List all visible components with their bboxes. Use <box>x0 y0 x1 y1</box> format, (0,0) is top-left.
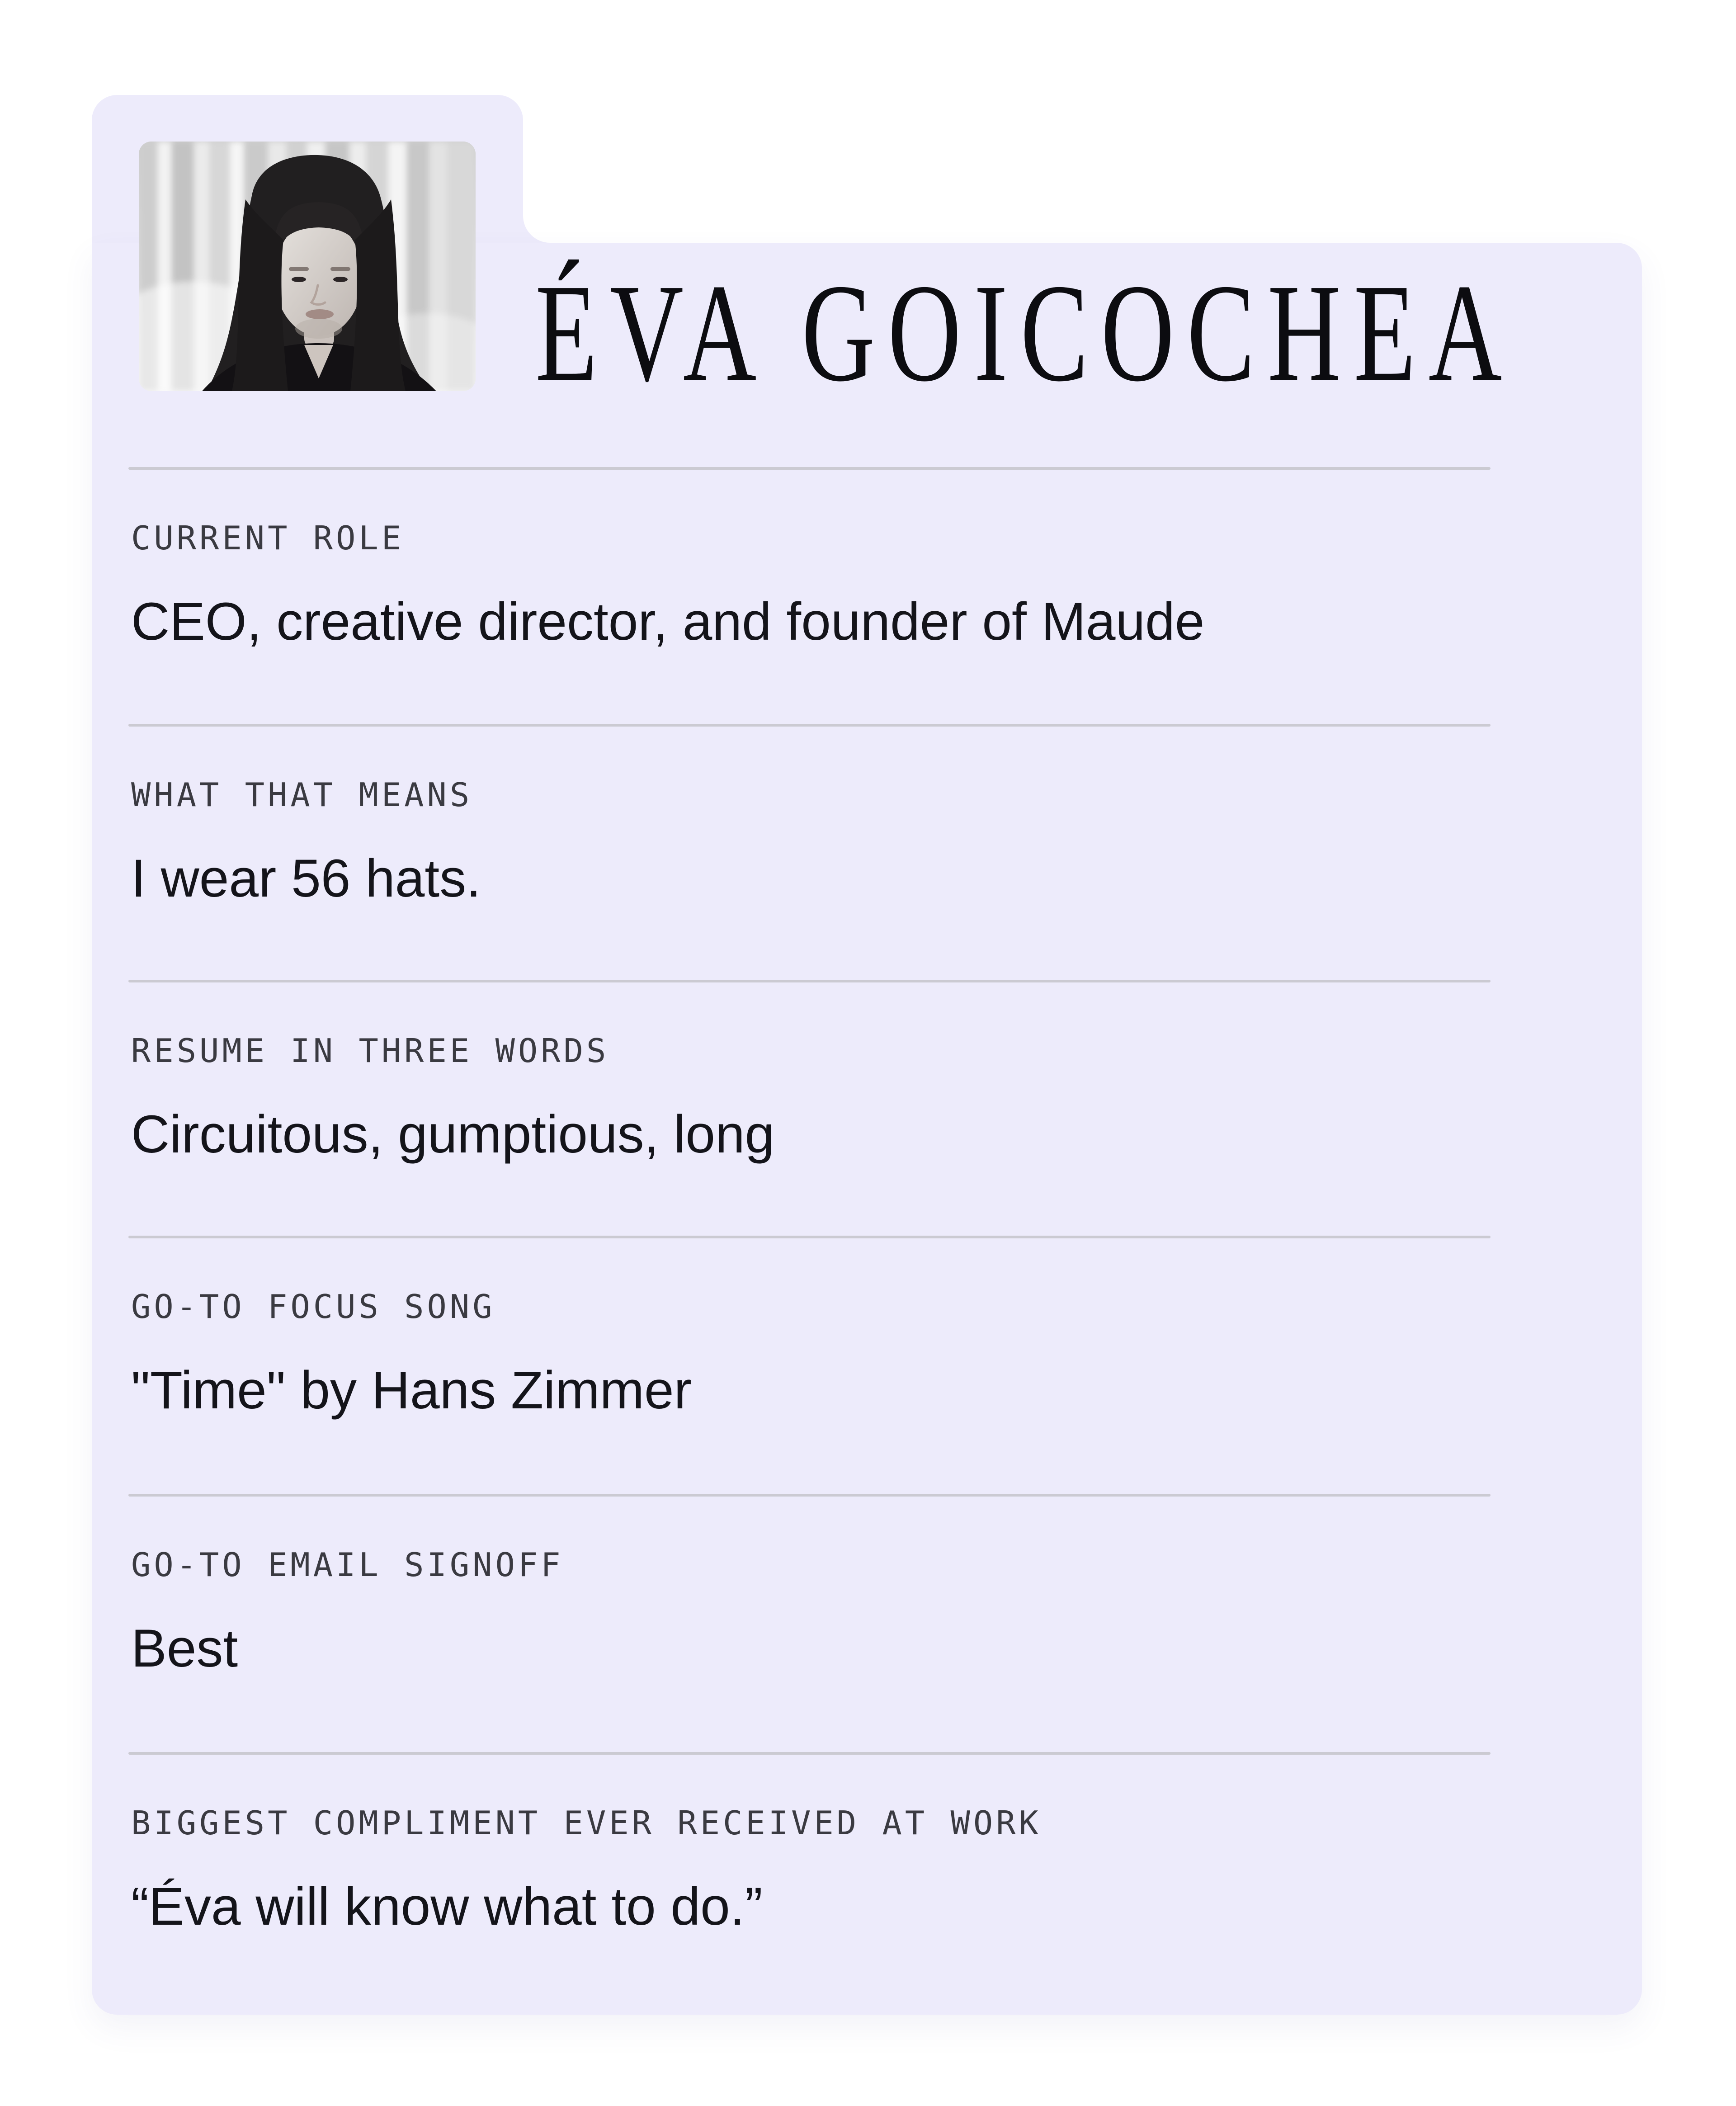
section-answer: Best <box>131 1619 238 1678</box>
section-answer: I wear 56 hats. <box>131 849 481 908</box>
section-label: GO-TO EMAIL SIGNOFF <box>131 1546 564 1584</box>
divider <box>128 467 1491 470</box>
section-label: CURRENT ROLE <box>131 519 405 557</box>
section-answer: CEO, creative director, and founder of Maude <box>131 592 1205 652</box>
divider <box>128 1752 1491 1755</box>
section-label: RESUME IN THREE WORDS <box>131 1032 609 1070</box>
divider <box>128 980 1491 982</box>
section-resume-three-words <box>128 980 1491 1233</box>
page-title: ÉVA GOICOCHEA <box>535 255 1515 411</box>
section-email-signoff <box>128 1494 1491 1747</box>
section-label: BIGGEST COMPLIMENT EVER RECEIVED AT WORK <box>131 1804 1042 1842</box>
section-label: GO-TO FOCUS SONG <box>131 1288 495 1326</box>
section-answer: Circuitous, gumptious, long <box>131 1105 775 1164</box>
section-focus-song <box>128 1236 1491 1489</box>
divider <box>128 1236 1491 1238</box>
section-answer: “Éva will know what to do.” <box>131 1877 763 1936</box>
portrait-photo <box>139 142 476 391</box>
section-label: WHAT THAT MEANS <box>131 776 473 814</box>
section-biggest-compliment <box>128 1752 1491 2005</box>
portrait-illustration <box>139 142 476 391</box>
section-answer: "Time" by Hans Zimmer <box>131 1360 692 1420</box>
divider <box>128 724 1491 727</box>
divider <box>128 1494 1491 1497</box>
section-what-that-means <box>128 724 1491 977</box>
section-current-role <box>128 467 1491 720</box>
